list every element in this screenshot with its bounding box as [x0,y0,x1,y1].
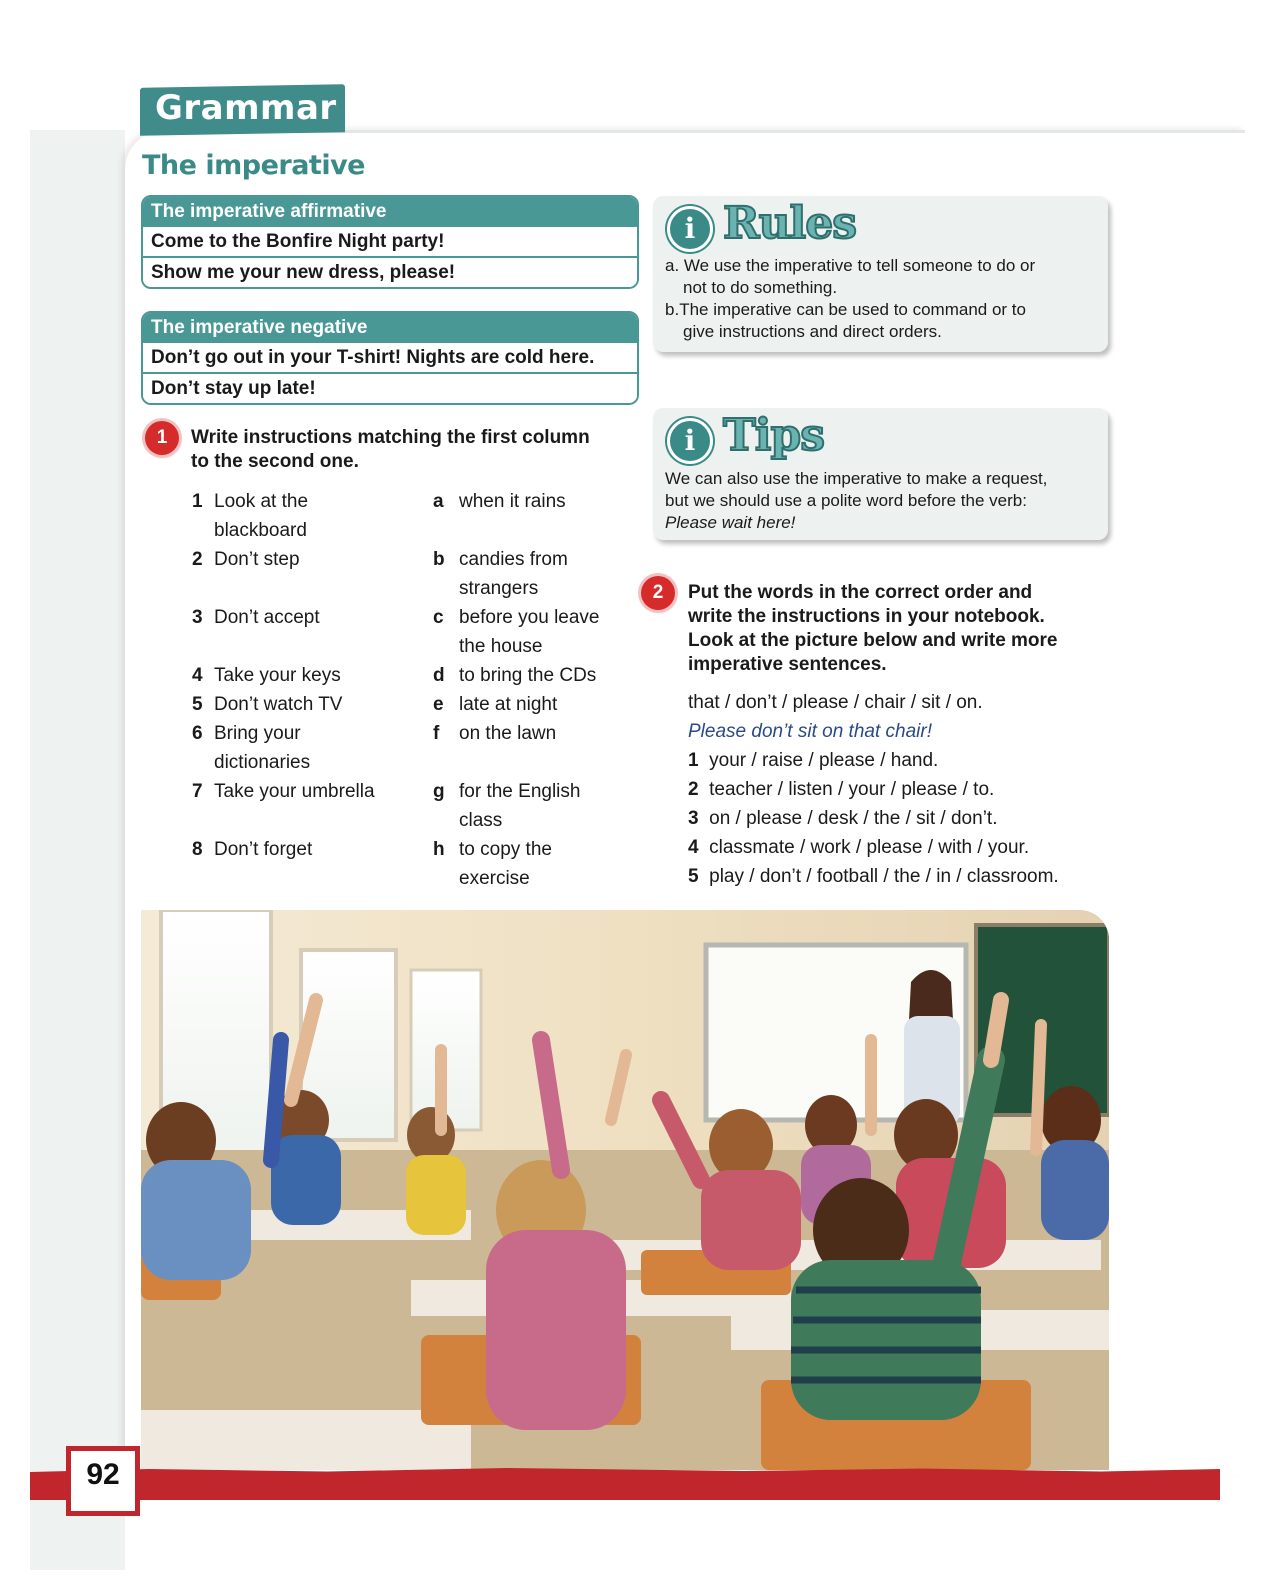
exercise-2-instruction [688,581,1108,677]
left-margin-rail [30,130,125,1570]
exercise-1-left-column: 1 Look at the blackboard 2 Don’t step 3 Don’t accept 4 Take your keys 5 Don’t watch TV 6 Bring your dictionaries 7 Take your umbrella 8 Don’t forget [192,491,375,860]
rule-letter: b. [665,300,680,319]
tips-example: Please wait here! [665,513,796,532]
rule-text: The imperative can be used to command or to [679,300,1026,319]
page-title: The imperative [142,150,365,181]
instruction-line: write the instructions in your notebook. [688,606,1045,627]
list-item: 4 classmate / work / please / with / your. [688,837,1030,858]
instruction-line: imperative sentences. [688,654,887,675]
list-item: 5 play / don’t / football / the / in / classroom. [688,866,1059,887]
info-icon: i [667,206,713,252]
exercise-2-badge: 2 [641,576,675,610]
instruction-line: Write instructions matching the first column [191,427,590,448]
negative-box-title: The imperative negative [143,313,637,343]
instruction-line: Put the words in the correct order and [688,582,1033,603]
exercise-1-instruction [191,426,631,474]
page-number: 92 [86,1458,120,1491]
example-prompt: that / don’t / please / chair / sit / on. [688,692,983,713]
tips-line: but we should use a polite word before the verb: [665,491,1027,510]
affirmative-box [141,195,639,289]
tips-title: Tips [723,410,824,461]
info-icon: i [667,418,713,464]
affirmative-example: Come to the Bonfire Night party! [143,227,637,256]
tips-text [665,468,1100,534]
exercise-2-list [688,688,1118,891]
classroom-illustration [141,910,1109,1470]
list-item: 1 your / raise / please / hand. [688,750,939,771]
rule-item-cont: not to do something. [683,278,838,297]
negative-box [141,311,639,405]
tips-box [653,408,1108,540]
instruction-line: to the second one. [191,451,359,472]
list-item: 2 teacher / listen / your / please / to. [688,779,995,800]
footer-band [30,1472,1220,1500]
rule-item [665,299,1095,321]
negative-example: Don’t stay up late! [143,372,637,403]
rules-box [653,196,1108,352]
list-item: 3 on / please / desk / the / sit / don’t. [688,808,998,829]
rule-item-cont: give instructions and direct orders. [683,322,942,341]
negative-example: Don’t go out in your T-shirt! Nights are cold here. [143,343,637,372]
example-answer: Please don’t sit on that chair! [688,721,932,742]
classroom-photo [141,910,1109,1470]
exercise-1-right-column: a when it rains b candies from strangers c before you leave the house d to bring the CDs e late at night f on the lawn g for the English class h to copy the exercise [433,491,600,889]
rule-item [665,255,1095,277]
exercise-1-badge: 1 [145,421,179,455]
affirmative-example: Show me your new dress, please! [143,256,637,287]
rule-letter: a. [665,256,680,275]
section-tab-label: Grammar [155,88,337,128]
instruction-line: Look at the picture below and write more [688,630,1058,651]
rules-list [665,255,1095,343]
rules-title: Rules [723,198,857,249]
rule-text: We use the imperative to tell someone to do or [683,256,1036,275]
tips-line: We can also use the imperative to make a request, [665,469,1048,488]
affirmative-box-title: The imperative affirmative [143,197,637,227]
